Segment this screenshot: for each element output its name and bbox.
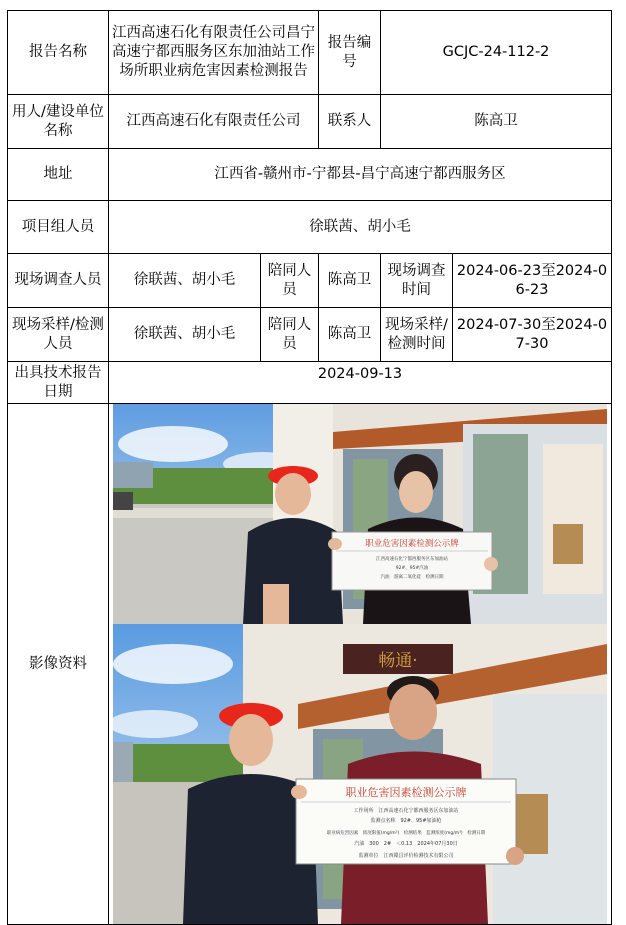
sampling-escort-value: 陈高卫 [319,308,381,362]
issue-date-value: 2024-09-13 [109,362,612,404]
row-employer [8,95,612,149]
board2-row-4: 汽油 300 2# ＜0.13 2024年07月30日 [354,841,458,847]
address-label: 地址 [8,149,109,201]
report-info-table [7,10,612,925]
issue-date-label: 出具技术报告日期 [8,362,109,404]
sampling-staff-label: 现场采样/检测人员 [8,308,109,362]
report-name-value: 江西高速石化有限责任公司昌宁高速宁都西服务区东加油站工作场所职业病危害因素检测报告 [109,11,319,95]
report-name-label: 报告名称 [8,11,109,95]
contact-label: 联系人 [319,95,381,149]
board2-row-2: 监测点名称 92#、95#加油枪 [370,818,442,824]
row-sampling [8,308,612,362]
board1-row-1: 江西高速石化宁都西服务区东加油站 [376,557,448,562]
notice-board-1 [332,532,492,590]
sampling-escort-label: 陪同人员 [261,308,319,362]
survey-time-value: 2024-06-23至2024-06-23 [453,254,612,308]
board1-title: 职业危害因素检测公示牌 [365,539,459,549]
row-issue-date [8,362,612,404]
board2-row-1: 工作场所 江西高速石化宁都西服务区东加油站 [353,808,459,814]
row-report-name [8,11,612,95]
sampling-time-value: 2024-07-30至2024-07-30 [453,308,612,362]
board2-row-3: 职业病危害因素 浓度限值(mg/m³) 检测结果 监测浓度(mg/m³) 检测日期 [326,831,486,836]
employer-label: 用人/建设单位名称 [8,95,109,149]
row-address [8,149,612,201]
board2-row-5: 监测单位 江西赣昌评价检测技术有限公司 [358,853,454,859]
building-sign-text: 畅通· [378,651,418,671]
board1-row-3: 汽油 游离二氧化硅 检测日期 [380,575,444,580]
employer-value: 江西高速石化有限责任公司 [109,95,319,149]
survey-time-label: 现场调查时间 [381,254,453,308]
row-survey [8,254,612,308]
board1-row-2: 92#、95#汽油 [395,566,429,571]
survey-staff-label: 现场调查人员 [8,254,109,308]
team-value: 徐联茜、胡小毛 [109,201,612,254]
address-value: 江西省-赣州市-宁都县-昌宁高速宁都西服务区 [109,149,612,201]
report-cover-table [7,10,611,925]
site-photo-survey [113,404,607,624]
image-label: 影像资料 [8,404,109,925]
site-photo-sampling [113,624,607,924]
board2-title: 职业危害因素检测公示牌 [345,786,467,799]
notice-board-2 [296,779,516,864]
survey-staff-value: 徐联茜、胡小毛 [109,254,261,308]
image-cell [109,404,612,925]
sampling-staff-value: 徐联茜、胡小毛 [109,308,261,362]
survey-escort-label: 陪同人员 [261,254,319,308]
row-team [8,201,612,254]
contact-value: 陈高卫 [381,95,612,149]
sampling-time-label: 现场采样/检测时间 [381,308,453,362]
survey-escort-value: 陈高卫 [319,254,381,308]
report-number-value: GCJC-24-112-2 [381,11,612,95]
report-number-label: 报告编号 [319,11,381,95]
row-images [8,404,612,925]
team-label: 项目组人员 [8,201,109,254]
